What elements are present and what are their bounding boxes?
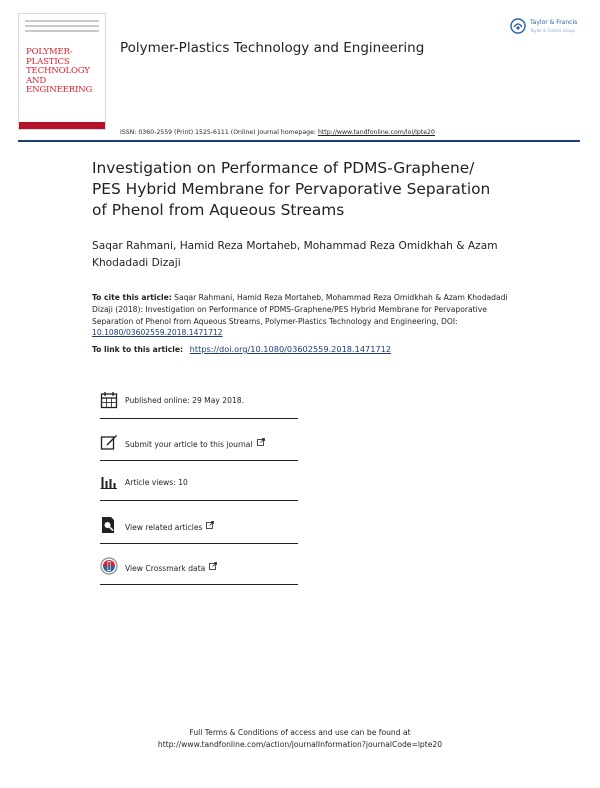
- row-divider: [100, 500, 298, 501]
- row-divider: [100, 584, 298, 585]
- crossmark-label[interactable]: View Crossmark data: [125, 564, 206, 573]
- row-divider: [100, 418, 298, 419]
- related-articles-row[interactable]: [100, 514, 298, 544]
- publisher-logo-name: Taylor & Francis: [530, 19, 578, 26]
- article-views-row: [100, 471, 298, 501]
- cover-decoration: [25, 20, 99, 34]
- crossmark-row[interactable]: [100, 555, 298, 585]
- submit-article-link[interactable]: [125, 438, 265, 449]
- article-authors: Saqar Rahmani, Hamid Reza Mortaheb, Mohammad Reza Omidkhah & Azam Khodadadi Dizaji: [92, 240, 498, 269]
- external-link-icon: [257, 438, 265, 446]
- related-articles-link[interactable]: [125, 521, 214, 532]
- issn-line: [120, 129, 435, 136]
- search-document-icon: [100, 516, 118, 534]
- journal-cover-thumbnail: [18, 13, 106, 130]
- citation-doi-link[interactable]: 10.1080/03602559.2018.1471712: [92, 328, 223, 338]
- article-views-label: Article views: 10: [125, 478, 188, 487]
- row-divider: [100, 543, 298, 544]
- submit-article-row[interactable]: [100, 431, 298, 461]
- published-online-row: [100, 389, 298, 419]
- calendar-icon: [100, 391, 118, 409]
- crossmark-icon: [100, 557, 118, 575]
- cover-band: [19, 122, 105, 130]
- external-link-icon: [209, 562, 217, 570]
- cover-title: POLYMER-PLASTICS TECHNOLOGY AND ENGINEERING: [26, 47, 93, 95]
- article-doi-link[interactable]: https://doi.org/10.1080/03602559.2018.1471712: [189, 344, 392, 354]
- bar-chart-icon: [100, 473, 118, 491]
- journal-homepage-link[interactable]: http://www.tandfonline.com/loi/lpte20: [317, 129, 435, 136]
- footer-terms-text: Full Terms & Conditions of access and use can be found at: [189, 728, 411, 737]
- article-link-label: To link to this article:: [92, 345, 186, 354]
- published-online-label: Published online: 29 May 2018.: [125, 396, 245, 405]
- publisher-logo: [510, 16, 584, 38]
- publisher-logo-tagline: Taylor & Francis Group: [530, 28, 575, 33]
- related-articles-label[interactable]: View related articles: [125, 523, 203, 532]
- footer: [0, 727, 600, 751]
- citation-text: Saqar Rahmani, Hamid Reza Mortaheb, Mohammad Reza Omidkhah & Azam Khodadadi Dizaji (2018): Investigation on Performance of PDMS-Graphene/PES Hybrid Membrane for Pervaporative Separation of Phenol from Aqueous Streams, Polymer-Plastics Technology and Engineering, DOI:: [92, 293, 508, 326]
- row-divider: [100, 460, 298, 461]
- submit-article-label[interactable]: Submit your article to this journal: [125, 440, 253, 449]
- external-link-icon: [206, 521, 214, 529]
- article-link-block: [92, 344, 532, 354]
- issn-text: ISSN: 0360-2559 (Print) 1525-6111 (Online) Journal homepage:: [120, 129, 318, 136]
- publisher-logo-icon: [510, 18, 526, 34]
- journal-title: Polymer-Plastics Technology and Engineering: [120, 40, 425, 56]
- edit-icon: [100, 433, 118, 451]
- article-title: Investigation on Performance of PDMS-Graphene/ PES Hybrid Membrane for Pervaporative Separation of Phenol from Aqueous Streams: [92, 159, 491, 219]
- crossmark-link[interactable]: [125, 562, 217, 573]
- footer-terms-link[interactable]: http://www.tandfonline.com/action/journalInformation?journalCode=lpte20: [157, 740, 443, 749]
- citation-label: To cite this article:: [92, 293, 172, 302]
- header-divider: [18, 140, 580, 142]
- citation-block: [92, 292, 522, 339]
